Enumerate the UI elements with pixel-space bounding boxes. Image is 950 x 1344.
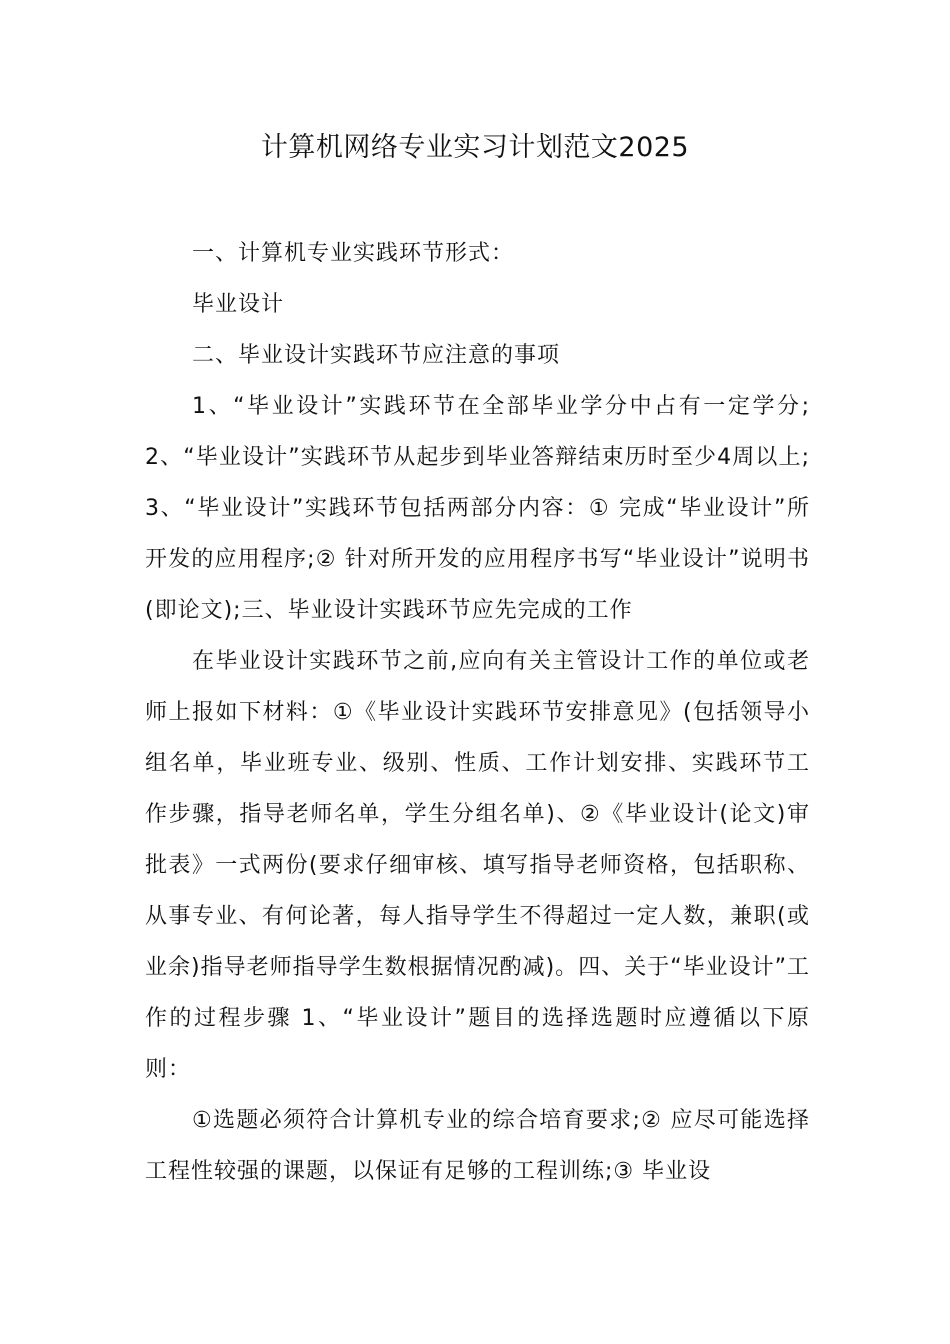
section-heading-practice-forms: 一、计算机专业实践环节形式： xyxy=(192,241,515,266)
paragraph-requirements: 1、“毕业设计”实践环节在全部毕业学分中占有一定学分;2、“毕业设计”实践环节从起步到毕业答辩结束历时至少4周以上;3、“毕业设计”实践环节包括两部分内容：① 完成“毕业设计”所开发的应用程序;② 针对所开发的应用程序书写“毕业设计”说明书(即论文);三、毕业设计实践环节应先完成的工作 xyxy=(145,394,810,623)
paragraph-graduation-design: 毕业设计 xyxy=(192,292,285,317)
document-title: 计算机网络专业实习计划范文2025 xyxy=(260,132,690,163)
paragraph-materials: 在毕业设计实践环节之前,应向有关主管设计工作的单位或老师上报如下材料：①《毕业设计实践环节安排意见》(包括领导小组名单，毕业班专业、级别、性质、工作计划安排、实践环节工作步骤，指导老师名单，学生分组名单)、②《毕业设计(论文)审批表》一式两份(要求仔细审核、填写指导老师资格，包括职称、从事专业、有何论著，每人指导学生不得超过一定人数，兼职(或业余)指导老师指导学生数根据情况酌减)。四、关于“毕业设计”工作的过程步骤 1、“毕业设计”题目的选择选题时应遵循以下原则： xyxy=(145,649,810,1082)
section-heading-notes: 二、毕业设计实践环节应注意的事项 xyxy=(192,343,561,368)
paragraph-topic-principles: ①选题必须符合计算机专业的综合培育要求;② 应尽可能选择工程性较强的课题，以保证有足够的工程训练;③ 毕业设 xyxy=(145,1108,810,1184)
document-body xyxy=(145,228,810,1197)
